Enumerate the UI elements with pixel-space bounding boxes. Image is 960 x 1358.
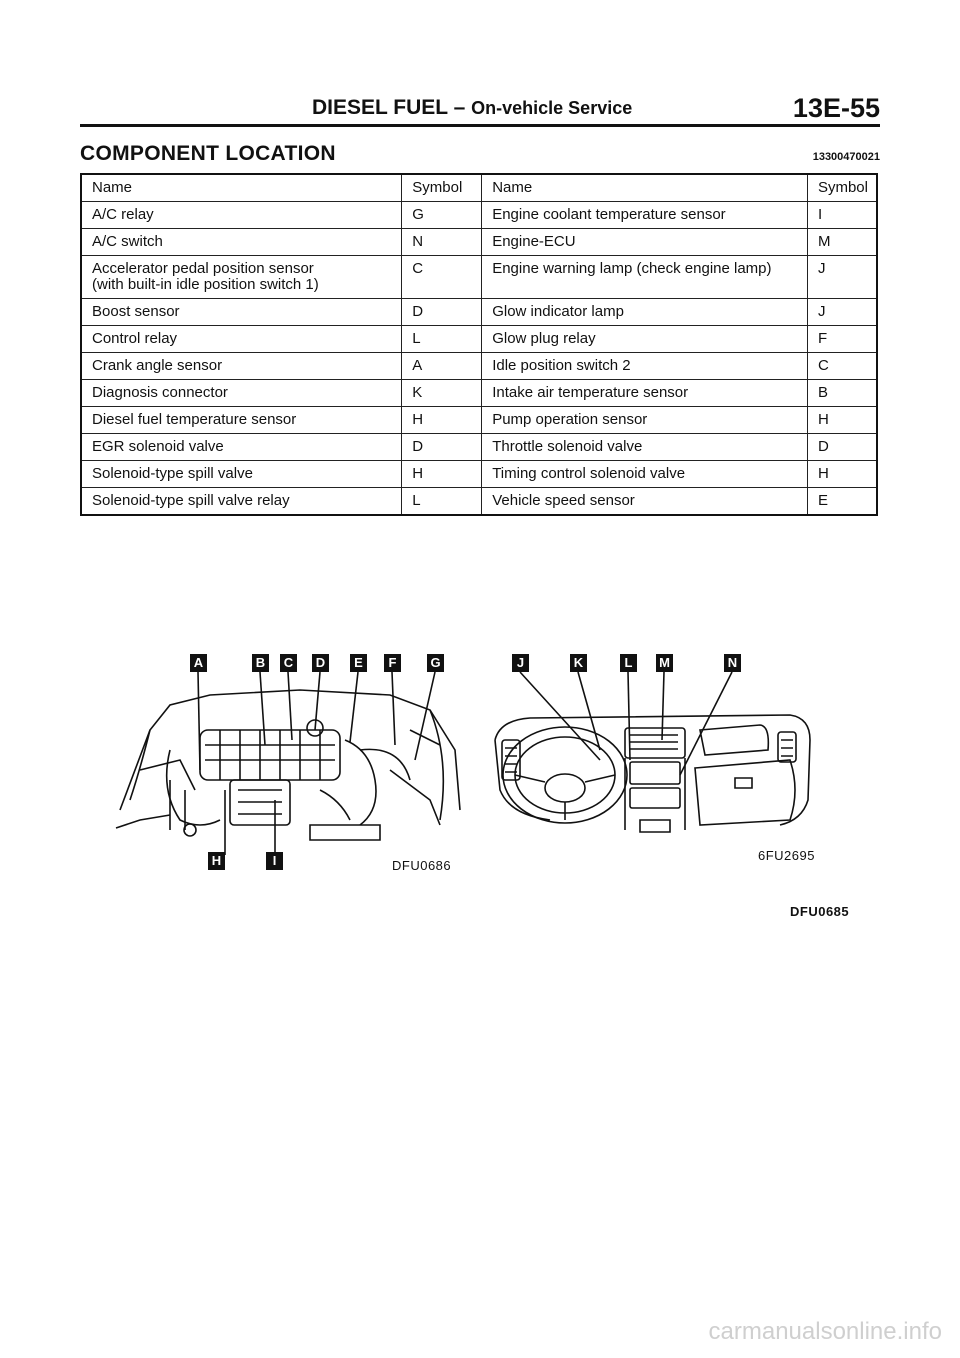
callout-label-g: G (427, 654, 444, 672)
component-name: Accelerator pedal position sensor (with built-in idle position switch 1) (81, 256, 402, 299)
table-row (81, 380, 877, 407)
table-row (81, 461, 877, 488)
component-symbol: M (807, 229, 877, 256)
table-row (81, 256, 877, 299)
component-name: Engine-ECU (482, 229, 808, 256)
header-name-1: Name (81, 174, 402, 202)
component-name: Control relay (81, 326, 402, 353)
component-name: EGR solenoid valve (81, 434, 402, 461)
table-row (81, 488, 877, 516)
component-symbol: B (807, 380, 877, 407)
callout-label-e: E (350, 654, 367, 672)
component-name: Glow plug relay (482, 326, 808, 353)
callout-label-m: M (656, 654, 673, 672)
table-row (81, 434, 877, 461)
callout-label-j: J (512, 654, 529, 672)
component-symbol: D (402, 434, 482, 461)
document-code: 13300470021 (812, 151, 880, 163)
component-name: Diesel fuel temperature sensor (81, 407, 402, 434)
component-symbol: L (402, 488, 482, 516)
callout-label-n: N (724, 654, 741, 672)
callout-label-l: L (620, 654, 637, 672)
component-symbol: H (807, 407, 877, 434)
component-symbol: K (402, 380, 482, 407)
table-header-row (81, 174, 877, 202)
component-symbol: H (807, 461, 877, 488)
callout-label-f: F (384, 654, 401, 672)
component-name: Boost sensor (81, 299, 402, 326)
table-row (81, 202, 877, 229)
component-symbol: J (807, 299, 877, 326)
page-number: 13E-55 (792, 93, 880, 123)
component-symbol: I (807, 202, 877, 229)
table-row (81, 326, 877, 353)
header-rule (80, 124, 880, 127)
component-name: Engine coolant temperature sensor (482, 202, 808, 229)
component-table (80, 173, 878, 516)
component-name: Diagnosis connector (81, 380, 402, 407)
component-symbol: F (807, 326, 877, 353)
callout-label-a: A (190, 654, 207, 672)
component-name: Solenoid-type spill valve (81, 461, 402, 488)
component-name: Vehicle speed sensor (482, 488, 808, 516)
callout-label-b: B (252, 654, 269, 672)
callout-label-c: C (280, 654, 297, 672)
combined-figure-caption: DFU0685 (790, 904, 850, 919)
component-name: Crank angle sensor (81, 353, 402, 380)
dashboard-figure-caption: 6FU2695 (758, 848, 815, 863)
component-name: Pump operation sensor (482, 407, 808, 434)
component-symbol: D (402, 299, 482, 326)
component-name: Throttle solenoid valve (482, 434, 808, 461)
table-row (81, 353, 877, 380)
callout-label-k: K (570, 654, 587, 672)
component-symbol: L (402, 326, 482, 353)
engine-illustration (110, 650, 470, 880)
callout-label-d: D (312, 654, 329, 672)
component-symbol: H (402, 407, 482, 434)
component-name: Engine warning lamp (check engine lamp) (482, 256, 808, 299)
engine-figure-caption: DFU0686 (392, 858, 452, 873)
component-name: Idle position switch 2 (482, 353, 808, 380)
component-symbol: H (402, 461, 482, 488)
component-name: Intake air temperature sensor (482, 380, 808, 407)
callout-label-h: H (208, 852, 225, 870)
component-name: A/C relay (81, 202, 402, 229)
component-name: A/C switch (81, 229, 402, 256)
component-name: Timing control solenoid valve (482, 461, 808, 488)
component-symbol: C (807, 353, 877, 380)
dashboard-figure (490, 650, 820, 880)
component-symbol: E (807, 488, 877, 516)
component-symbol: C (402, 256, 482, 299)
header-symbol-2: Symbol (807, 174, 877, 202)
component-symbol: J (807, 256, 877, 299)
table-row (81, 229, 877, 256)
table-row (81, 299, 877, 326)
dashboard-illustration (490, 650, 820, 880)
component-symbol: A (402, 353, 482, 380)
header-name-2: Name (482, 174, 808, 202)
header-title: DIESEL FUEL – On-vehicle Service (312, 96, 633, 119)
component-name: Solenoid-type spill valve relay (81, 488, 402, 516)
component-symbol: G (402, 202, 482, 229)
header-symbol-1: Symbol (402, 174, 482, 202)
table-row (81, 407, 877, 434)
watermark-footer: carmanualsonline.info (708, 1318, 942, 1345)
component-symbol: D (807, 434, 877, 461)
component-symbol: N (402, 229, 482, 256)
engine-compartment-figure (110, 650, 470, 880)
callout-label-i: I (266, 852, 283, 870)
section-title: COMPONENT LOCATION (80, 142, 336, 165)
component-name: Glow indicator lamp (482, 299, 808, 326)
